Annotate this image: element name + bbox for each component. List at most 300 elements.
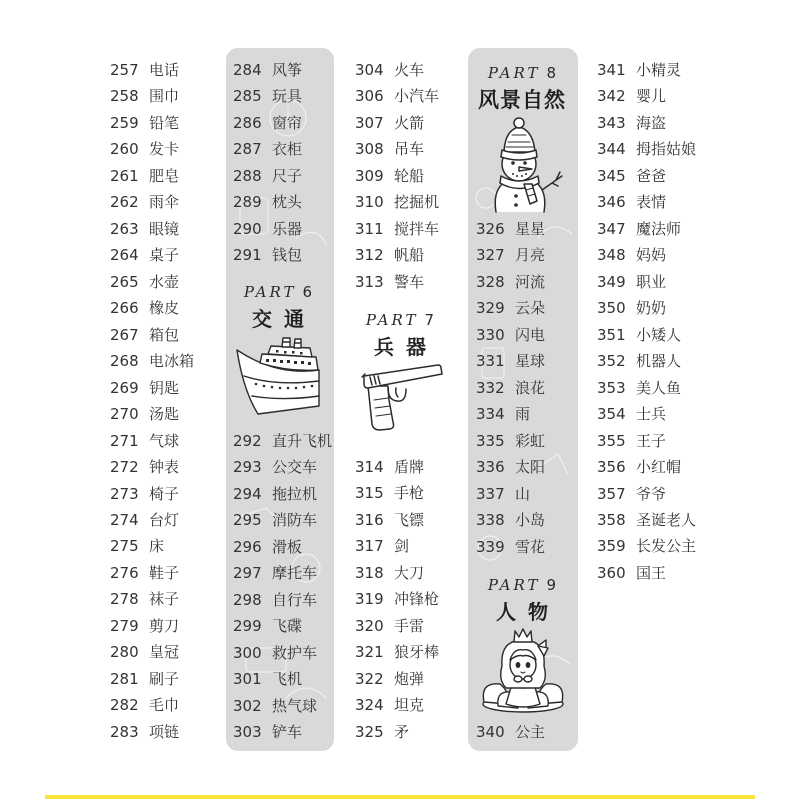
entry-label: 大刀 bbox=[394, 563, 425, 582]
index-entry bbox=[233, 666, 332, 692]
part-word: PART bbox=[487, 64, 541, 82]
entry-number: 349 bbox=[597, 272, 626, 291]
entry-label: 发卡 bbox=[149, 140, 180, 159]
index-entry bbox=[233, 428, 332, 454]
index-entry bbox=[597, 57, 696, 83]
part-word: PART bbox=[365, 311, 419, 329]
index-entry bbox=[110, 269, 194, 295]
entry-label: 彩虹 bbox=[515, 431, 546, 450]
entry-number: 350 bbox=[597, 299, 626, 318]
entry-number: 274 bbox=[110, 510, 139, 529]
entry-number: 351 bbox=[597, 325, 626, 344]
entry-number: 346 bbox=[597, 193, 626, 212]
index-entry bbox=[476, 401, 545, 427]
entry-label: 云朵 bbox=[515, 299, 546, 318]
entry-label: 橡皮 bbox=[149, 299, 180, 318]
entry-label: 台灯 bbox=[149, 510, 180, 529]
entry-label: 毛巾 bbox=[149, 696, 180, 715]
entry-number: 284 bbox=[233, 61, 262, 79]
entry-number: 288 bbox=[233, 166, 262, 185]
entry-number: 263 bbox=[110, 219, 139, 238]
index-entry bbox=[233, 57, 302, 83]
index-entry bbox=[597, 348, 696, 374]
index-entry bbox=[597, 136, 696, 162]
index-entry bbox=[233, 560, 332, 586]
entry-label: 火车 bbox=[394, 61, 425, 79]
entry-label: 妈妈 bbox=[636, 246, 667, 265]
part-label bbox=[472, 63, 572, 83]
index-entry bbox=[233, 507, 332, 533]
entry-number: 344 bbox=[597, 140, 626, 159]
entry-label: 爸爸 bbox=[636, 166, 667, 185]
index-entry bbox=[476, 507, 545, 533]
entry-number: 341 bbox=[597, 61, 626, 79]
index-entry bbox=[110, 375, 194, 401]
section-header-part-8 bbox=[472, 63, 572, 114]
entry-label: 机器人 bbox=[636, 352, 682, 371]
entry-label: 热气球 bbox=[272, 696, 318, 715]
entry-number: 262 bbox=[110, 193, 139, 212]
entry-number: 342 bbox=[597, 87, 626, 106]
entry-label: 公交车 bbox=[272, 458, 318, 477]
entry-number: 320 bbox=[355, 616, 384, 635]
index-entry bbox=[233, 136, 302, 162]
entry-label: 手雷 bbox=[394, 616, 425, 635]
entry-label: 电冰箱 bbox=[149, 352, 195, 371]
index-column-5 bbox=[597, 57, 696, 586]
entry-label: 雨伞 bbox=[149, 193, 180, 212]
entry-label: 玩具 bbox=[272, 87, 303, 106]
entry-number: 287 bbox=[233, 140, 262, 159]
entry-label: 救护车 bbox=[272, 643, 318, 662]
entry-label: 钱包 bbox=[272, 246, 303, 265]
entry-number: 267 bbox=[110, 325, 139, 344]
index-entry bbox=[597, 216, 696, 242]
entry-number: 322 bbox=[355, 669, 384, 688]
index-column-1 bbox=[110, 57, 194, 745]
index-entry bbox=[110, 189, 194, 215]
entry-number: 279 bbox=[110, 616, 139, 635]
entry-number: 321 bbox=[355, 643, 384, 662]
index-entry bbox=[355, 639, 439, 665]
entry-label: 消防车 bbox=[272, 511, 318, 530]
entry-label: 雨 bbox=[515, 405, 531, 424]
entry-number: 332 bbox=[476, 378, 505, 397]
index-entry bbox=[476, 428, 545, 454]
entry-label: 拇指姑娘 bbox=[636, 140, 697, 159]
entry-label: 围巾 bbox=[149, 87, 180, 106]
entry-label: 警车 bbox=[394, 272, 425, 291]
entry-number: 259 bbox=[110, 113, 139, 132]
entry-label: 肥皂 bbox=[149, 166, 180, 185]
entry-label: 士兵 bbox=[636, 405, 667, 424]
entry-label: 飞机 bbox=[272, 670, 303, 689]
index-entry bbox=[597, 481, 696, 507]
entry-number: 283 bbox=[110, 722, 139, 741]
entry-label: 美人鱼 bbox=[636, 378, 682, 397]
entry-label: 星星 bbox=[515, 220, 546, 238]
entry-label: 帆船 bbox=[394, 246, 425, 265]
index-entry bbox=[597, 242, 696, 268]
entry-label: 火箭 bbox=[394, 113, 425, 132]
entry-number: 268 bbox=[110, 352, 139, 371]
entry-number: 285 bbox=[233, 87, 262, 106]
entry-number: 293 bbox=[233, 458, 262, 477]
entry-number: 304 bbox=[355, 61, 384, 79]
entry-number: 314 bbox=[355, 458, 384, 476]
index-entry bbox=[110, 533, 194, 559]
entry-number: 270 bbox=[110, 405, 139, 424]
index-entry bbox=[355, 666, 439, 692]
index-entry bbox=[233, 189, 302, 215]
entry-label: 衣柜 bbox=[272, 140, 303, 159]
section-title: 交通 bbox=[252, 307, 316, 331]
entry-label: 小岛 bbox=[515, 511, 546, 530]
entry-number: 292 bbox=[233, 432, 262, 450]
part-number: 6 bbox=[302, 283, 313, 301]
entry-number: 301 bbox=[233, 670, 262, 689]
entry-label: 钥匙 bbox=[149, 378, 180, 397]
entry-label: 摩托车 bbox=[272, 564, 318, 583]
index-entry bbox=[476, 242, 545, 268]
entry-number: 336 bbox=[476, 458, 505, 477]
entry-number: 315 bbox=[355, 484, 384, 503]
index-entry bbox=[597, 375, 696, 401]
entry-number: 335 bbox=[476, 431, 505, 450]
index-entry bbox=[233, 216, 302, 242]
entry-label: 窗帘 bbox=[272, 113, 303, 132]
entry-label: 坦克 bbox=[394, 696, 425, 715]
index-entry bbox=[597, 322, 696, 348]
entry-number: 319 bbox=[355, 590, 384, 609]
entry-label: 铅笔 bbox=[149, 113, 180, 132]
entry-label: 刷子 bbox=[149, 669, 180, 688]
index-entry bbox=[355, 242, 439, 268]
index-entry bbox=[597, 269, 696, 295]
index-column-2-bottom bbox=[233, 428, 332, 746]
entry-label: 表情 bbox=[636, 193, 667, 212]
index-entry bbox=[110, 507, 194, 533]
entry-label: 眼镜 bbox=[149, 219, 180, 238]
entry-label: 铲车 bbox=[272, 723, 303, 742]
index-column-4-top bbox=[476, 216, 545, 560]
index-entry bbox=[355, 57, 439, 83]
entry-label: 床 bbox=[149, 537, 165, 556]
index-entry bbox=[233, 454, 332, 480]
entry-label: 椅子 bbox=[149, 484, 180, 503]
index-entry bbox=[476, 269, 545, 295]
entry-label: 海盗 bbox=[636, 113, 667, 132]
entry-label: 袜子 bbox=[149, 590, 180, 609]
entry-number: 278 bbox=[110, 590, 139, 609]
entry-number: 337 bbox=[476, 484, 505, 503]
index-entry bbox=[233, 613, 332, 639]
index-entry bbox=[233, 587, 332, 613]
entry-label: 滑板 bbox=[272, 537, 303, 556]
entry-label: 自行车 bbox=[272, 590, 318, 609]
index-entry bbox=[355, 136, 439, 162]
index-entry bbox=[110, 136, 194, 162]
entry-number: 303 bbox=[233, 723, 262, 742]
entry-number: 298 bbox=[233, 590, 262, 609]
index-entry bbox=[355, 560, 439, 586]
entry-number: 329 bbox=[476, 299, 505, 318]
entry-number: 348 bbox=[597, 246, 626, 265]
entry-number: 345 bbox=[597, 166, 626, 185]
entry-label: 炮弹 bbox=[394, 669, 425, 688]
entry-number: 280 bbox=[110, 643, 139, 662]
entry-label: 星球 bbox=[515, 352, 546, 371]
index-entry bbox=[110, 242, 194, 268]
index-column-3-bottom bbox=[355, 454, 439, 745]
index-entry bbox=[110, 692, 194, 718]
index-entry bbox=[597, 163, 696, 189]
entry-number: 266 bbox=[110, 299, 139, 318]
entry-number: 261 bbox=[110, 166, 139, 185]
entry-number: 327 bbox=[476, 246, 505, 265]
entry-label: 长发公主 bbox=[636, 537, 697, 556]
index-entry bbox=[110, 481, 194, 507]
entry-number: 360 bbox=[597, 563, 626, 582]
entry-label: 爷爷 bbox=[636, 484, 667, 503]
section-header-part-7 bbox=[350, 310, 450, 361]
entry-number: 354 bbox=[597, 405, 626, 424]
entry-label: 月亮 bbox=[515, 246, 546, 265]
part-word: PART bbox=[487, 576, 541, 594]
index-entry bbox=[597, 560, 696, 586]
part-number: 8 bbox=[546, 64, 557, 82]
entry-number: 311 bbox=[355, 219, 384, 238]
index-entry bbox=[476, 216, 545, 242]
entry-number: 347 bbox=[597, 219, 626, 238]
index-entry bbox=[355, 586, 439, 612]
entry-number: 297 bbox=[233, 564, 262, 583]
index-entry bbox=[476, 719, 545, 745]
index-entry bbox=[110, 57, 194, 83]
entry-label: 公主 bbox=[515, 723, 546, 741]
entry-label: 小红帽 bbox=[636, 458, 682, 477]
index-entry bbox=[476, 534, 545, 560]
part-label bbox=[350, 310, 450, 330]
entry-number: 358 bbox=[597, 510, 626, 529]
index-entry bbox=[233, 481, 332, 507]
entry-label: 太阳 bbox=[515, 458, 546, 477]
entry-label: 拖拉机 bbox=[272, 484, 318, 503]
index-entry bbox=[233, 83, 302, 109]
entry-number: 271 bbox=[110, 431, 139, 450]
index-entry bbox=[476, 375, 545, 401]
section-title: 人物 bbox=[496, 600, 560, 624]
part-number: 7 bbox=[424, 311, 435, 329]
index-entry bbox=[110, 295, 194, 321]
entry-number: 265 bbox=[110, 272, 139, 291]
entry-label: 盾牌 bbox=[394, 458, 425, 476]
entry-number: 296 bbox=[233, 537, 262, 556]
entry-number: 313 bbox=[355, 272, 384, 291]
entry-label: 矛 bbox=[394, 722, 410, 741]
entry-label: 圣诞老人 bbox=[636, 510, 697, 529]
entry-number: 295 bbox=[233, 511, 262, 530]
entry-label: 魔法师 bbox=[636, 219, 682, 238]
entry-label: 雪花 bbox=[515, 537, 546, 556]
entry-number: 310 bbox=[355, 193, 384, 212]
entry-label: 尺子 bbox=[272, 166, 303, 185]
part-label bbox=[228, 282, 328, 302]
index-column-2-top bbox=[233, 57, 302, 269]
entry-number: 328 bbox=[476, 272, 505, 291]
entry-number: 306 bbox=[355, 87, 384, 106]
entry-number: 258 bbox=[110, 87, 139, 106]
entry-number: 340 bbox=[476, 723, 505, 741]
index-entry bbox=[233, 163, 302, 189]
entry-label: 河流 bbox=[515, 272, 546, 291]
entry-label: 剪刀 bbox=[149, 616, 180, 635]
entry-label: 桌子 bbox=[149, 246, 180, 265]
entry-number: 334 bbox=[476, 405, 505, 424]
index-entry bbox=[476, 481, 545, 507]
entry-label: 浪花 bbox=[515, 378, 546, 397]
entry-number: 352 bbox=[597, 352, 626, 371]
index-entry bbox=[110, 348, 194, 374]
entry-label: 冲锋枪 bbox=[394, 590, 440, 609]
snowman-illustration bbox=[486, 114, 566, 214]
index-entry bbox=[233, 242, 302, 268]
entry-number: 291 bbox=[233, 246, 262, 265]
entry-label: 闪电 bbox=[515, 325, 546, 344]
entry-number: 330 bbox=[476, 325, 505, 344]
index-entry bbox=[110, 613, 194, 639]
entry-label: 职业 bbox=[636, 272, 667, 291]
entry-number: 260 bbox=[110, 140, 139, 159]
entry-number: 357 bbox=[597, 484, 626, 503]
index-entry bbox=[597, 189, 696, 215]
ship-illustration bbox=[234, 336, 324, 418]
entry-label: 鞋子 bbox=[149, 563, 180, 582]
entry-number: 316 bbox=[355, 510, 384, 529]
entry-label: 飞镖 bbox=[394, 510, 425, 529]
pistol-illustration bbox=[358, 360, 444, 434]
entry-label: 乐器 bbox=[272, 219, 303, 238]
entry-number: 353 bbox=[597, 378, 626, 397]
entry-number: 338 bbox=[476, 511, 505, 530]
index-entry bbox=[355, 719, 439, 745]
entry-label: 皇冠 bbox=[149, 643, 180, 662]
entry-number: 294 bbox=[233, 484, 262, 503]
index-entry bbox=[476, 295, 545, 321]
section-header-part-6 bbox=[228, 282, 328, 333]
entry-label: 狼牙棒 bbox=[394, 643, 440, 662]
entry-number: 272 bbox=[110, 458, 139, 477]
index-entry bbox=[233, 719, 332, 745]
index-entry bbox=[110, 719, 194, 745]
index-entry bbox=[476, 348, 545, 374]
entry-label: 直升飞机 bbox=[272, 432, 333, 450]
index-entry bbox=[476, 454, 545, 480]
entry-number: 299 bbox=[233, 617, 262, 636]
index-entry bbox=[110, 454, 194, 480]
entry-label: 吊车 bbox=[394, 140, 425, 159]
index-entry bbox=[110, 560, 194, 586]
entry-number: 257 bbox=[110, 61, 139, 79]
index-entry bbox=[355, 110, 439, 136]
entry-number: 273 bbox=[110, 484, 139, 503]
entry-label: 钟表 bbox=[149, 458, 180, 477]
entry-number: 326 bbox=[476, 220, 505, 238]
index-entry bbox=[110, 322, 194, 348]
entry-label: 剑 bbox=[394, 537, 410, 556]
entry-label: 小精灵 bbox=[636, 61, 682, 79]
entry-label: 奶奶 bbox=[636, 299, 667, 318]
index-entry bbox=[355, 613, 439, 639]
entry-number: 318 bbox=[355, 563, 384, 582]
index-entry bbox=[110, 428, 194, 454]
index-entry bbox=[233, 110, 302, 136]
index-entry bbox=[110, 586, 194, 612]
entry-number: 282 bbox=[110, 696, 139, 715]
entry-number: 276 bbox=[110, 563, 139, 582]
entry-number: 339 bbox=[476, 537, 505, 556]
index-entry bbox=[110, 216, 194, 242]
entry-number: 269 bbox=[110, 378, 139, 397]
index-entry bbox=[597, 295, 696, 321]
princess-illustration bbox=[478, 626, 568, 714]
index-entry bbox=[233, 534, 332, 560]
part-number: 9 bbox=[546, 576, 557, 594]
index-entry bbox=[355, 163, 439, 189]
index-entry bbox=[597, 110, 696, 136]
bottom-divider-line bbox=[45, 795, 755, 799]
part-word: PART bbox=[243, 283, 297, 301]
index-entry bbox=[597, 507, 696, 533]
index-entry bbox=[110, 83, 194, 109]
entry-number: 264 bbox=[110, 246, 139, 265]
entry-number: 289 bbox=[233, 193, 262, 212]
entry-number: 307 bbox=[355, 113, 384, 132]
entry-label: 手枪 bbox=[394, 484, 425, 503]
index-entry bbox=[355, 216, 439, 242]
entry-number: 355 bbox=[597, 431, 626, 450]
entry-number: 331 bbox=[476, 352, 505, 371]
entry-label: 电话 bbox=[149, 61, 180, 79]
entry-number: 356 bbox=[597, 458, 626, 477]
index-entry bbox=[233, 640, 332, 666]
entry-label: 水壶 bbox=[149, 272, 180, 291]
entry-number: 325 bbox=[355, 722, 384, 741]
index-entry bbox=[476, 322, 545, 348]
index-entry bbox=[355, 454, 439, 480]
index-entry bbox=[110, 110, 194, 136]
entry-label: 气球 bbox=[149, 431, 180, 450]
entry-number: 302 bbox=[233, 696, 262, 715]
index-entry bbox=[597, 533, 696, 559]
entry-number: 290 bbox=[233, 219, 262, 238]
entry-number: 275 bbox=[110, 537, 139, 556]
entry-label: 婴儿 bbox=[636, 87, 667, 106]
index-entry bbox=[355, 692, 439, 718]
entry-label: 国王 bbox=[636, 563, 667, 582]
entry-label: 风筝 bbox=[272, 61, 303, 79]
index-entry bbox=[597, 454, 696, 480]
entry-number: 281 bbox=[110, 669, 139, 688]
entry-number: 324 bbox=[355, 696, 384, 715]
index-entry bbox=[355, 189, 439, 215]
entry-number: 343 bbox=[597, 113, 626, 132]
entry-number: 300 bbox=[233, 643, 262, 662]
entry-number: 317 bbox=[355, 537, 384, 556]
entry-label: 小汽车 bbox=[394, 87, 440, 106]
index-column-3-top bbox=[355, 57, 439, 295]
index-entry bbox=[355, 507, 439, 533]
